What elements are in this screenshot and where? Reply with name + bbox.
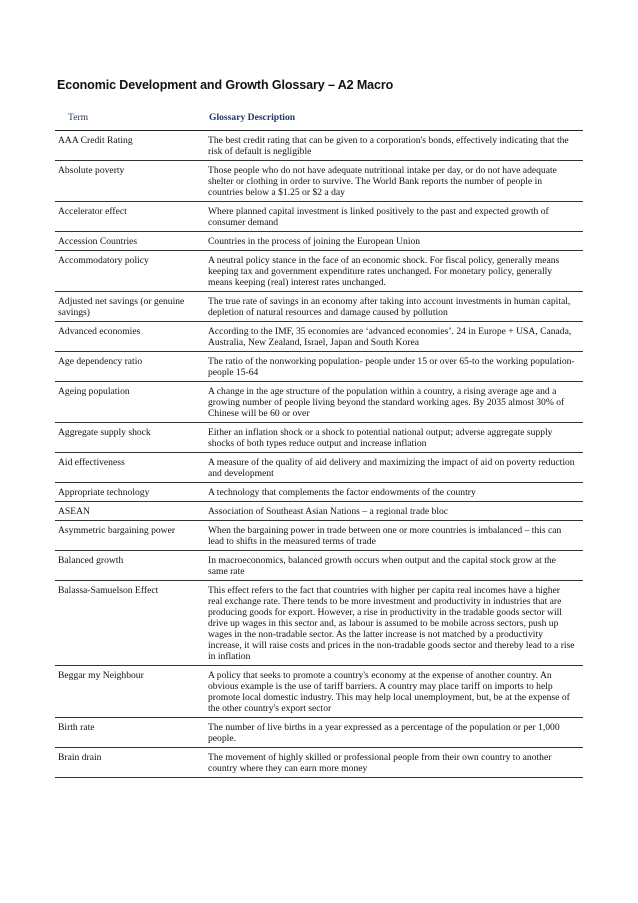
glossary-term: Brain drain	[55, 748, 205, 778]
glossary-description: A policy that seeks to promote a country's economy at the expense of another country. An obvious example is the use of tariff barriers. A country may place tariff on imports to help promote local domestic industry. This may help local unemployment, but, be at the expense of the other country's export sector	[205, 666, 583, 718]
glossary-description: The movement of highly skilled or professional people from their own country to another country where they can earn more money	[205, 748, 583, 778]
glossary-description: A neutral policy stance in the face of an economic shock. For fiscal policy, generally means keeping tax and government expenditure rates unchanged. For monetary policy, generally means keeping (real) interest rates unchanged.	[205, 251, 583, 292]
table-row	[55, 453, 583, 483]
table-header-row	[55, 104, 583, 131]
table-row	[55, 161, 583, 202]
table-row	[55, 251, 583, 292]
table-row	[55, 322, 583, 352]
glossary-term: Birth rate	[55, 718, 205, 748]
table-row	[55, 521, 583, 551]
glossary-description: In macroeconomics, balanced growth occurs when output and the capital stock grow at the same rate	[205, 551, 583, 581]
table-row	[55, 202, 583, 232]
table-body	[55, 131, 583, 778]
glossary-term: Accession Countries	[55, 232, 205, 251]
glossary-description: A measure of the quality of aid delivery and maximizing the impact of aid on poverty reduction and development	[205, 453, 583, 483]
table-row	[55, 551, 583, 581]
table-row	[55, 352, 583, 382]
glossary-description: When the bargaining power in trade between one or more countries is imbalanced – this can lead to shifts in the measured terms of trade	[205, 521, 583, 551]
glossary-description: Association of Southeast Asian Nations – a regional trade bloc	[205, 502, 583, 521]
column-header-description: Glossary Description	[205, 104, 583, 131]
glossary-term: ASEAN	[55, 502, 205, 521]
table-row	[55, 502, 583, 521]
table-row	[55, 423, 583, 453]
glossary-description: The ratio of the nonworking population- people under 15 or over 65-to the working population- people 15-64	[205, 352, 583, 382]
table-row	[55, 581, 583, 666]
table-row	[55, 666, 583, 718]
column-header-term: Term	[55, 104, 205, 131]
page-title: Economic Development and Growth Glossary – A2 Macro	[57, 78, 394, 92]
glossary-term: Aid effectiveness	[55, 453, 205, 483]
glossary-description: Either an inflation shock or a shock to potential national output; adverse aggregate supply shocks of both types reduce output and increase inflation	[205, 423, 583, 453]
glossary-description: According to the IMF, 35 economies are ‘advanced economies’. 24 in Europe + USA, Canada, Australia, New Zealand, Israel, Japan and South Korea	[205, 322, 583, 352]
table-row	[55, 232, 583, 251]
table-row	[55, 718, 583, 748]
glossary-term: Adjusted net savings (or genuine savings)	[55, 292, 205, 322]
glossary-term: Accommodatory policy	[55, 251, 205, 292]
glossary-term: Ageing population	[55, 382, 205, 423]
table-row	[55, 292, 583, 322]
glossary-term: Balassa-Samuelson Effect	[55, 581, 205, 666]
glossary-description: The number of live births in a year expressed as a percentage of the population or per 1,000 people.	[205, 718, 583, 748]
glossary-term: Appropriate technology	[55, 483, 205, 502]
glossary-term: Absolute poverty	[55, 161, 205, 202]
table-row	[55, 748, 583, 778]
glossary-description: A change in the age structure of the population within a country, a rising average age and a growing number of people living beyond the standard working ages. By 2035 almost 30% of Chinese will be 60 or over	[205, 382, 583, 423]
glossary-description: A technology that complements the factor endowments of the country	[205, 483, 583, 502]
glossary-term: Advanced economies	[55, 322, 205, 352]
glossary-description: This effect refers to the fact that countries with higher per capita real incomes have a higher real exchange rate. There tends to be more investment and productivity in industries that are producing goods for export. However, a rise in productivity in the tradable goods sector will drive up wages in this sector and, as labour is assumed to be mobile across sectors, push up wages in the non-tradable sector. As the latter increase is not matched by a productivity increase, it will raise costs and prices in the non-tradable goods sector and thereby lead to a rise in inflation	[205, 581, 583, 666]
table-row	[55, 483, 583, 502]
glossary-term: Accelerator effect	[55, 202, 205, 232]
table-row	[55, 131, 583, 161]
glossary-description: The true rate of savings in an economy after taking into account investments in human capital, depletion of natural resources and damage caused by pollution	[205, 292, 583, 322]
glossary-description: The best credit rating that can be given to a corporation's bonds, effectively indicating that the risk of default is negligible	[205, 131, 583, 161]
glossary-description: Those people who do not have adequate nutritional intake per day, or do not have adequate shelter or clothing in order to survive. The World Bank reports the number of people in countries below a $1.25 or $2 a day	[205, 161, 583, 202]
glossary-table	[55, 104, 583, 778]
glossary-description: Where planned capital investment is linked positively to the past and expected growth of consumer demand	[205, 202, 583, 232]
glossary-term: AAA Credit Rating	[55, 131, 205, 161]
glossary-term: Balanced growth	[55, 551, 205, 581]
table-row	[55, 382, 583, 423]
glossary-term: Asymmetric bargaining power	[55, 521, 205, 551]
glossary-term: Aggregate supply shock	[55, 423, 205, 453]
glossary-term: Beggar my Neighbour	[55, 666, 205, 718]
glossary-description: Countries in the process of joining the European Union	[205, 232, 583, 251]
glossary-term: Age dependency ratio	[55, 352, 205, 382]
